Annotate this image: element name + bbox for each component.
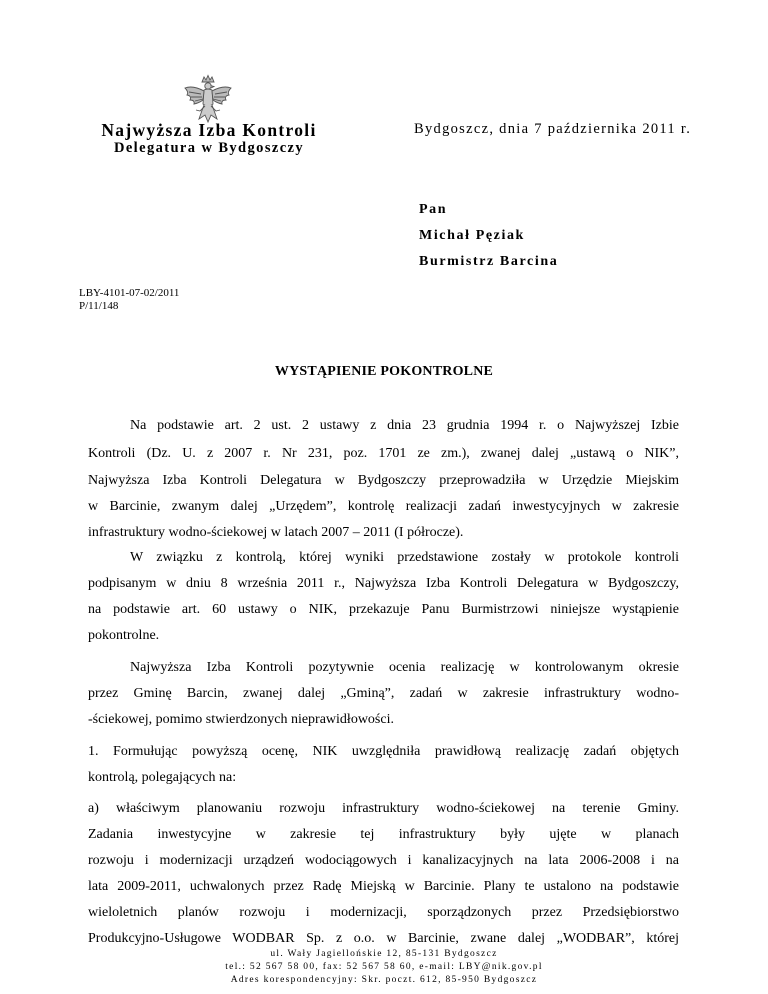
- footer-address: ul. Wały Jagiellońskie 12, 85-131 Bydgoszcz: [270, 949, 498, 959]
- body-line: pokontrolne.: [88, 628, 160, 643]
- addressee-name: Michał Pęziak: [419, 228, 525, 243]
- footer-contact: tel.: 52 567 58 00, fax: 52 567 58 60, e-mail: LBY@nik.gov.pl: [225, 962, 543, 972]
- body-line: w Barcinie, zwanym dalej „Urzędem”, kontrolę realizacji zadań inwestycyjnych w zakresie: [88, 499, 679, 514]
- reference-code: P/11/148: [79, 300, 119, 312]
- body-line: -ściekowej, pomimo stwierdzonych nieprawidłowości.: [88, 712, 394, 727]
- body-line: Produkcyjno-Usługowe WODBAR Sp. z o.o. w Barcinie, zwane dalej „WODBAR”, której: [88, 931, 679, 946]
- body-line: przez Gminę Barcin, zwanej dalej „Gminą”, zadań w zakresie infrastruktury wodno-: [88, 686, 679, 701]
- body-line: lata 2009-2011, uchwalonych przez Radę Miejską w Barcinie. Plany te ustalono na podstawie: [88, 879, 679, 894]
- body-line: Na podstawie art. 2 ust. 2 ustawy z dnia 23 grudnia 1994 r. o Najwyższej Izbie: [130, 418, 679, 433]
- body-line: Najwyższa Izba Kontroli Delegatura w Bydgoszczy przeprowadziła w Urzędzie Miejskim: [88, 473, 679, 488]
- body-line: a) właściwym planowaniu rozwoju infrastruktury wodno-ściekowej na terenie Gminy.: [88, 801, 679, 816]
- footer-correspondence: Adres korespondencyjny: Skr. poczt. 612, 85-950 Bydgoszcz: [230, 975, 538, 985]
- place-and-date: Bydgoszcz, dnia 7 października 2011 r.: [414, 121, 692, 137]
- body-line: infrastruktury wodno-ściekowej w latach 2007 – 2011 (I półrocze).: [88, 525, 464, 540]
- document-title: WYSTĄPIENIE POKONTROLNE: [274, 364, 494, 379]
- reference-number: LBY-4101-07-02/2011: [79, 287, 180, 299]
- body-line: wieloletnich planów rozwoju i modernizacji, sporządzonych przez Przedsiębiorstwo: [88, 905, 679, 920]
- body-line: Kontroli (Dz. U. z 2007 r. Nr 231, poz. 1701 ze zm.), zwanej dalej „ustawą o NIK”,: [88, 446, 679, 461]
- body-line: 1. Formułując powyższą ocenę, NIK uwzględniła prawidłową realizację zadań objętych: [88, 744, 679, 759]
- body-line: W związku z kontrolą, której wyniki przedstawione zostały w protokole kontroli: [130, 550, 679, 565]
- body-line: podpisanym w dniu 8 września 2011 r., Najwyższa Izba Kontroli Delegatura w Bydgoszczy,: [88, 576, 679, 591]
- body-line: kontrolą, polegających na:: [88, 770, 237, 785]
- polish-eagle-emblem-icon: [181, 73, 235, 127]
- institution-branch: Delegatura w Bydgoszczy: [113, 140, 305, 156]
- addressee-salutation: Pan: [419, 202, 448, 217]
- body-line: Zadania inwestycyjne w zakresie tej infrastruktury były ujęte w planach: [88, 827, 679, 842]
- institution-name: Najwyższa Izba Kontroli: [101, 120, 317, 140]
- addressee-position: Burmistrz Barcina: [419, 254, 559, 269]
- body-line: Najwyższa Izba Kontroli pozytywnie ocenia realizację w kontrolowanym okresie: [130, 660, 679, 675]
- body-line: rozwoju i modernizacji urządzeń wodociągowych i kanalizacyjnych na lata 2006-2008 i na: [88, 853, 679, 868]
- body-line: na podstawie art. 60 ustawy o NIK, przekazuje Panu Burmistrzowi niniejsze wystąpienie: [88, 602, 679, 617]
